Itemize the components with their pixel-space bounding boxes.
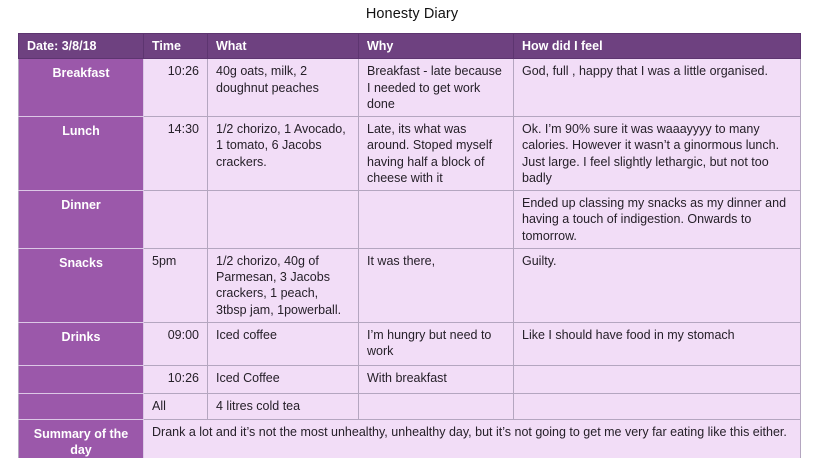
breakfast-why: Breakfast - late because I needed to get work done xyxy=(359,59,514,117)
row-label-empty xyxy=(19,365,144,393)
row-label-breakfast: Breakfast xyxy=(19,59,144,117)
diary-table xyxy=(18,33,801,458)
table-row-breakfast xyxy=(19,59,801,117)
row-label-dinner: Dinner xyxy=(19,191,144,249)
breakfast-time: 10:26 xyxy=(144,59,208,117)
table-row-drinks-1 xyxy=(19,322,801,365)
header-what: What xyxy=(208,34,359,59)
lunch-why: Late, its what was around. Stoped myself having half a block of cheese with it xyxy=(359,117,514,191)
drinks3-feel xyxy=(514,393,801,419)
table-row-lunch xyxy=(19,117,801,191)
drinks3-what: 4 litres cold tea xyxy=(208,393,359,419)
row-label-empty xyxy=(19,393,144,419)
header-time: Time xyxy=(144,34,208,59)
drinks1-what: Iced coffee xyxy=(208,322,359,365)
row-label-summary: Summary of the day xyxy=(19,419,144,458)
table-row-drinks-2 xyxy=(19,365,801,393)
snacks-feel: Guilty. xyxy=(514,248,801,322)
snacks-why: It was there, xyxy=(359,248,514,322)
header-row xyxy=(19,34,801,59)
header-feel: How did I feel xyxy=(514,34,801,59)
dinner-what xyxy=(208,191,359,249)
drinks3-time: All xyxy=(144,393,208,419)
lunch-time: 14:30 xyxy=(144,117,208,191)
drinks1-feel: Like I should have food in my stomach xyxy=(514,322,801,365)
drinks2-time: 10:26 xyxy=(144,365,208,393)
dinner-time xyxy=(144,191,208,249)
table-row-dinner xyxy=(19,191,801,249)
drinks1-time: 09:00 xyxy=(144,322,208,365)
drinks2-feel xyxy=(514,365,801,393)
summary-text: Drank a lot and it’s not the most unhealthy, unhealthy day, but it’s not going to get me very far eating like this either. xyxy=(144,419,801,458)
drinks1-why: I’m hungry but need to work xyxy=(359,322,514,365)
row-label-drinks: Drinks xyxy=(19,322,144,365)
row-label-snacks: Snacks xyxy=(19,248,144,322)
table-row-summary xyxy=(19,419,801,458)
breakfast-feel: God, full , happy that I was a little organised. xyxy=(514,59,801,117)
snacks-time: 5pm xyxy=(144,248,208,322)
drinks2-why: With breakfast xyxy=(359,365,514,393)
breakfast-what: 40g oats, milk, 2 doughnut peaches xyxy=(208,59,359,117)
dinner-why xyxy=(359,191,514,249)
lunch-what: 1/2 chorizo, 1 Avocado, 1 tomato, 6 Jacobs crackers. xyxy=(208,117,359,191)
table-row-drinks-3 xyxy=(19,393,801,419)
header-why: Why xyxy=(359,34,514,59)
drinks3-why xyxy=(359,393,514,419)
table-row-snacks xyxy=(19,248,801,322)
drinks2-what: Iced Coffee xyxy=(208,365,359,393)
lunch-feel: Ok. I’m 90% sure it was waaayyyy to many calories. However it wasn’t a ginormous lunch. Just large. I feel slightly lethargic, but not too badly xyxy=(514,117,801,191)
dinner-feel: Ended up classing my snacks as my dinner and having a touch of indigestion. Onwards to tomorrow. xyxy=(514,191,801,249)
page-title: Honesty Diary xyxy=(365,6,459,22)
snacks-what: 1/2 chorizo, 40g of Parmesan, 3 Jacobs crackers, 1 peach, 3tbsp jam, 1powerball. xyxy=(208,248,359,322)
header-date: Date: 3/8/18 xyxy=(19,34,144,59)
row-label-lunch: Lunch xyxy=(19,117,144,191)
